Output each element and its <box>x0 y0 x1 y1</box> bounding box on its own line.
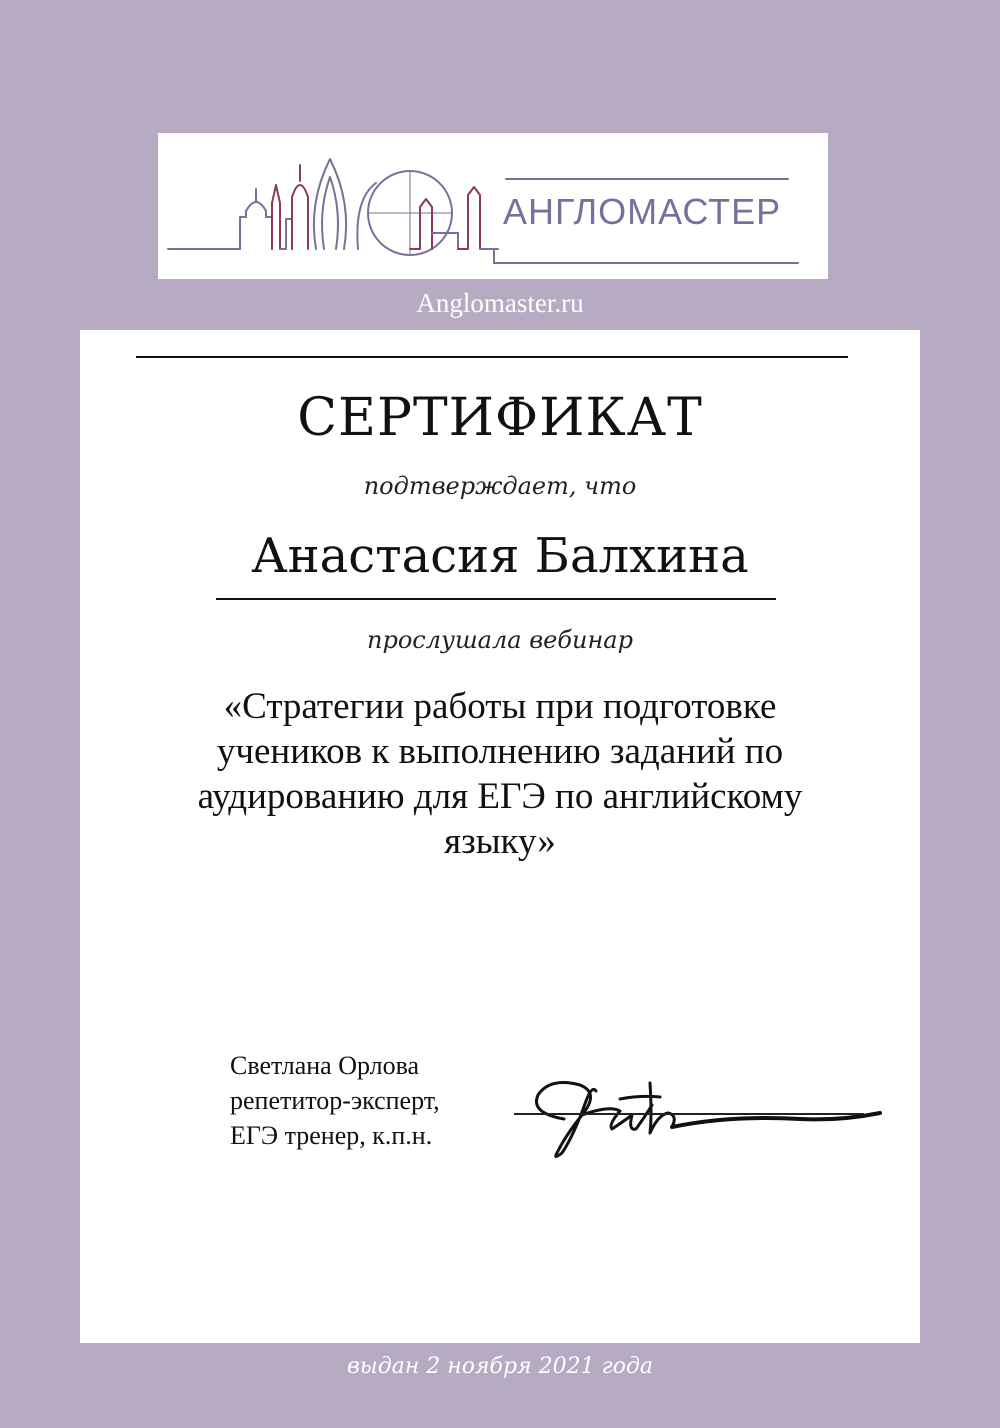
site-url: Anglomaster.ru <box>416 288 584 318</box>
signer-credentials: ЕГЭ тренер, к.п.н. <box>230 1121 433 1150</box>
webinar-title-line: «Стратегии работы при подготовке <box>223 686 777 727</box>
signature-line <box>514 1113 864 1115</box>
webinar-title-line: учеников к выполнению заданий по <box>216 731 784 772</box>
webinar-title <box>150 684 850 864</box>
certificate-card <box>80 330 920 1343</box>
handwritten-signature-icon <box>500 1055 900 1165</box>
confirms-text: подтверждает, что <box>363 472 637 500</box>
top-divider <box>136 356 848 358</box>
webinar-title-line: языку» <box>444 821 556 862</box>
webinar-title-line: аудированию для ЕГЭ по английскому <box>197 776 803 817</box>
listened-text: прослушала вебинар <box>367 626 633 654</box>
logo-wordmark: АНГЛОМАСТЕР <box>503 191 782 232</box>
recipient-name: Анастасия Балхина <box>251 528 749 584</box>
signer-block <box>230 1048 440 1153</box>
issued-date: выдан 2 ноября 2021 года <box>346 1354 654 1379</box>
certificate-title: СЕРТИФИКАТ <box>297 388 703 448</box>
logo-banner <box>158 133 828 279</box>
signer-role: репетитор-эксперт, <box>230 1086 440 1115</box>
signer-name: Светлана Орлова <box>230 1051 420 1080</box>
name-underline <box>216 598 776 600</box>
